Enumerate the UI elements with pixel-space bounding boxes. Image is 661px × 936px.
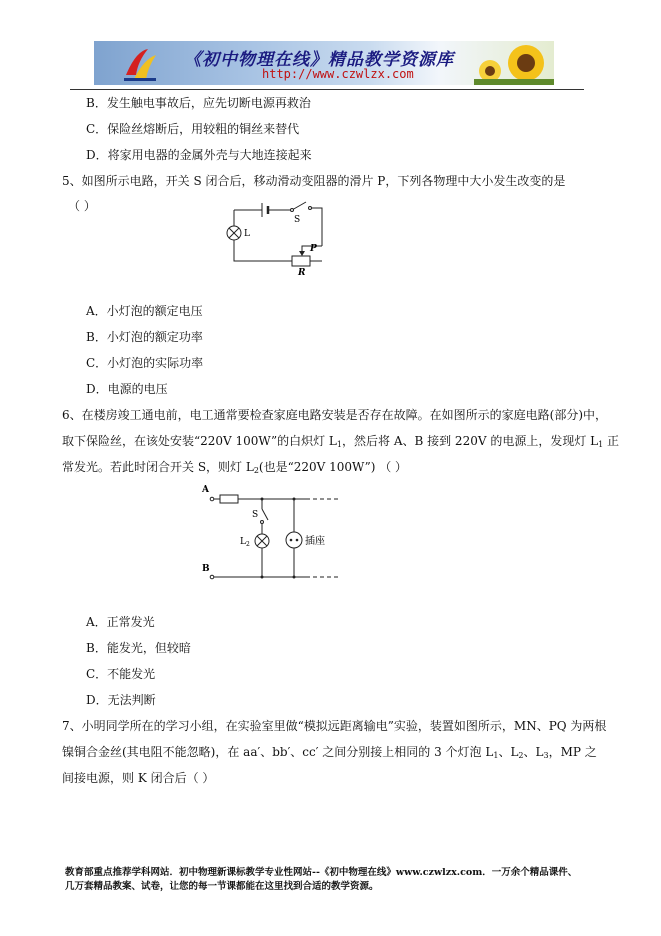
q7-stem-line3: 间接电源，则 K 闭合后（ ） xyxy=(62,771,215,785)
q5-label-p: P xyxy=(310,244,317,254)
q5-label-s: S xyxy=(294,215,301,225)
banner-title: 《初中物理在线》精品教学资源库 xyxy=(184,50,454,70)
q6-stem-line3: 常发光。若此时闭合开关 S，则灯 $L_2$(也是“220V 100W”) （ ） xyxy=(62,460,408,475)
q4-option-d: D．将家用电器的金属外壳与大地连接起来 xyxy=(86,148,312,162)
q5-label-l: L xyxy=(244,229,250,239)
q6-stem-line1: 6、在楼房竣工通电前，电工通常要检查家庭电路安装是否存在故障。在如图所示的家庭电路(部分)中， xyxy=(62,408,608,422)
footer-line2: 几万套精品教案、试卷，让您的每一节课都能在这里找到合适的教学资源。 xyxy=(65,881,379,892)
q6-label-b: B xyxy=(202,564,210,574)
site-logo-icon xyxy=(122,45,158,83)
q6-option-c: C．不能发光 xyxy=(86,667,156,681)
q4-option-b: B．发生触电事故后，应先切断电源再救治 xyxy=(86,96,311,110)
q5-answer-paren: （ ） xyxy=(68,199,96,213)
q6-stem-line2: 取下保险丝，在该处安装“220V 100W”的白炽灯 $L_1$，然后将 A、B 接到 220V 的电源上，发现灯 $L_1$ 正 xyxy=(62,434,620,449)
q5-option-d: D．电源的电压 xyxy=(86,382,168,396)
footer-line1: 教育部重点推荐学科网站．初中物理新课标教学专业性网站--《初中物理在线》www.czwlzx.com．一万余个精品课件、 xyxy=(65,867,578,878)
q5-label-r: R xyxy=(298,268,306,276)
q5-circuit-diagram xyxy=(222,198,332,276)
q7-stem-line2: 镍铜合金丝(其电阻不能忽略)，在 aa′、bb′、cc′ 之间分别接上相同的 3 个灯泡 $L_1$、$L_2$、$L_3$，MP 之 xyxy=(62,745,597,760)
q7-stem-line1: 7、小明同学所在的学习小组，在实验室里做“模拟远距离输电”实验，装置如图所示，MN、PQ 为两根 xyxy=(62,719,607,733)
header-banner xyxy=(94,41,554,85)
sunflower-icon xyxy=(474,41,554,85)
q5-option-c: C．小灯泡的实际功率 xyxy=(86,356,204,370)
q6-option-a: A．正常发光 xyxy=(86,615,155,629)
q4-option-c: C．保险丝熔断后，用较粗的铜丝来替代 xyxy=(86,122,300,136)
q6-label-l2: $L_2$ xyxy=(240,537,250,548)
q6-option-b: B．能发光，但较暗 xyxy=(86,641,191,655)
header-rule xyxy=(70,89,584,90)
q5-option-a: A．小灯泡的额定电压 xyxy=(86,304,203,318)
q6-option-d: D．无法判断 xyxy=(86,693,156,707)
q6-circuit-diagram xyxy=(198,482,348,582)
q6-label-socket: 插座 xyxy=(305,536,325,547)
q5-stem: 5、如图所示电路，开关 S 闭合后，移动滑动变阻器的滑片 P，下列各物理中大小发生改变的是 xyxy=(62,174,566,188)
q5-option-b: B．小灯泡的额定功率 xyxy=(86,330,203,344)
q6-label-a: A xyxy=(202,485,209,495)
q6-label-s: S xyxy=(252,510,259,520)
banner-url: http://www.czwlzx.com xyxy=(262,67,414,81)
